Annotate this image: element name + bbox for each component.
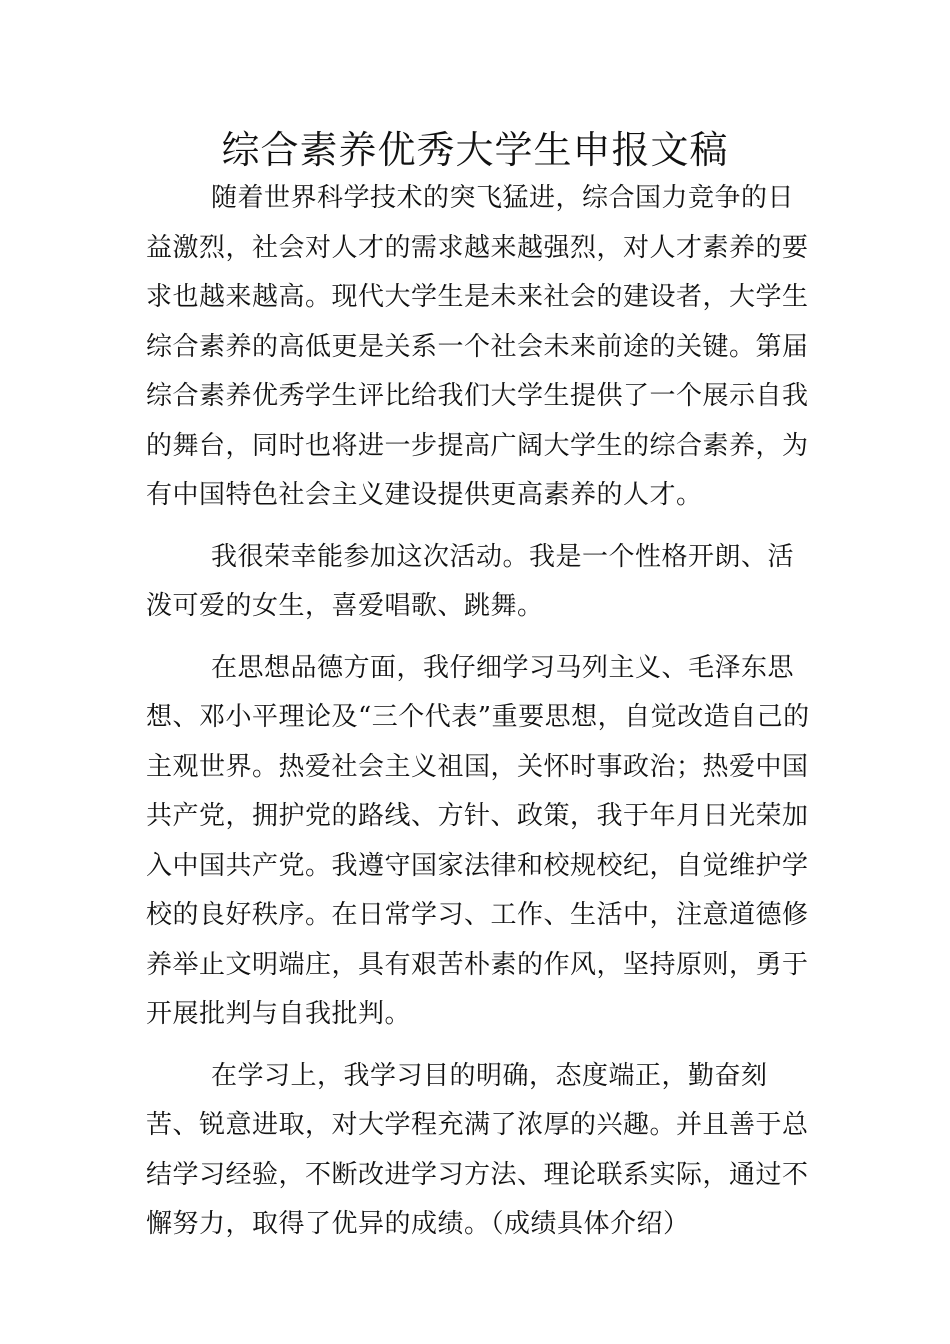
document-body	[146, 174, 810, 1250]
paragraph-intro: 随着世界科学技术的突飞猛进，综合国力竞争的日益激烈，社会对人才的需求越来越强烈，对人才素养的要求也越来越高。现代大学生是未来社会的建设者，大学生综合素养的高低更是关系一个社会未来前途的关键。第届综合素养优秀学生评比给我们大学生提供了一个展示自我的舞台，同时也将进一步提高广阔大学生的综合素养，为有中国特色社会主义建设提供更高素养的人才。	[146, 183, 809, 510]
paragraph-self-introduction: 我很荣幸能参加这次活动。我是一个性格开朗、活泼可爱的女生，喜爱唱歌、跳舞。	[146, 541, 795, 621]
document-title: 综合素养优秀大学生申报文稿	[221, 128, 729, 172]
paragraph-ideology-morality: 在思想品德方面，我仔细学习马列主义、毛泽东思想、邓小平理论及“三个代表”重要思想，自觉改造自己的主观世界。热爱社会主义祖国，关怀时事政治；热爱中国共产党，拥护党的路线、方针、政策，我于年月日光荣加入中国共产党。我遵守国家法律和校规校纪，自觉维护学校的良好秩序。在日常学习、工作、生活中，注意道德修养举止文明端庄，具有艰苦朴素的作风，坚持原则，勇于开展批判与自我批判。	[146, 652, 810, 1029]
paragraph-study: 在学习上，我学习目的明确，态度端正，勤奋刻苦、锐意进取，对大学程充满了浓厚的兴趣。并且善于总结学习经验，不断改进学习方法、理论联系实际，通过不懈努力，取得了优异的成绩。（成绩具体介绍）	[146, 1060, 809, 1239]
